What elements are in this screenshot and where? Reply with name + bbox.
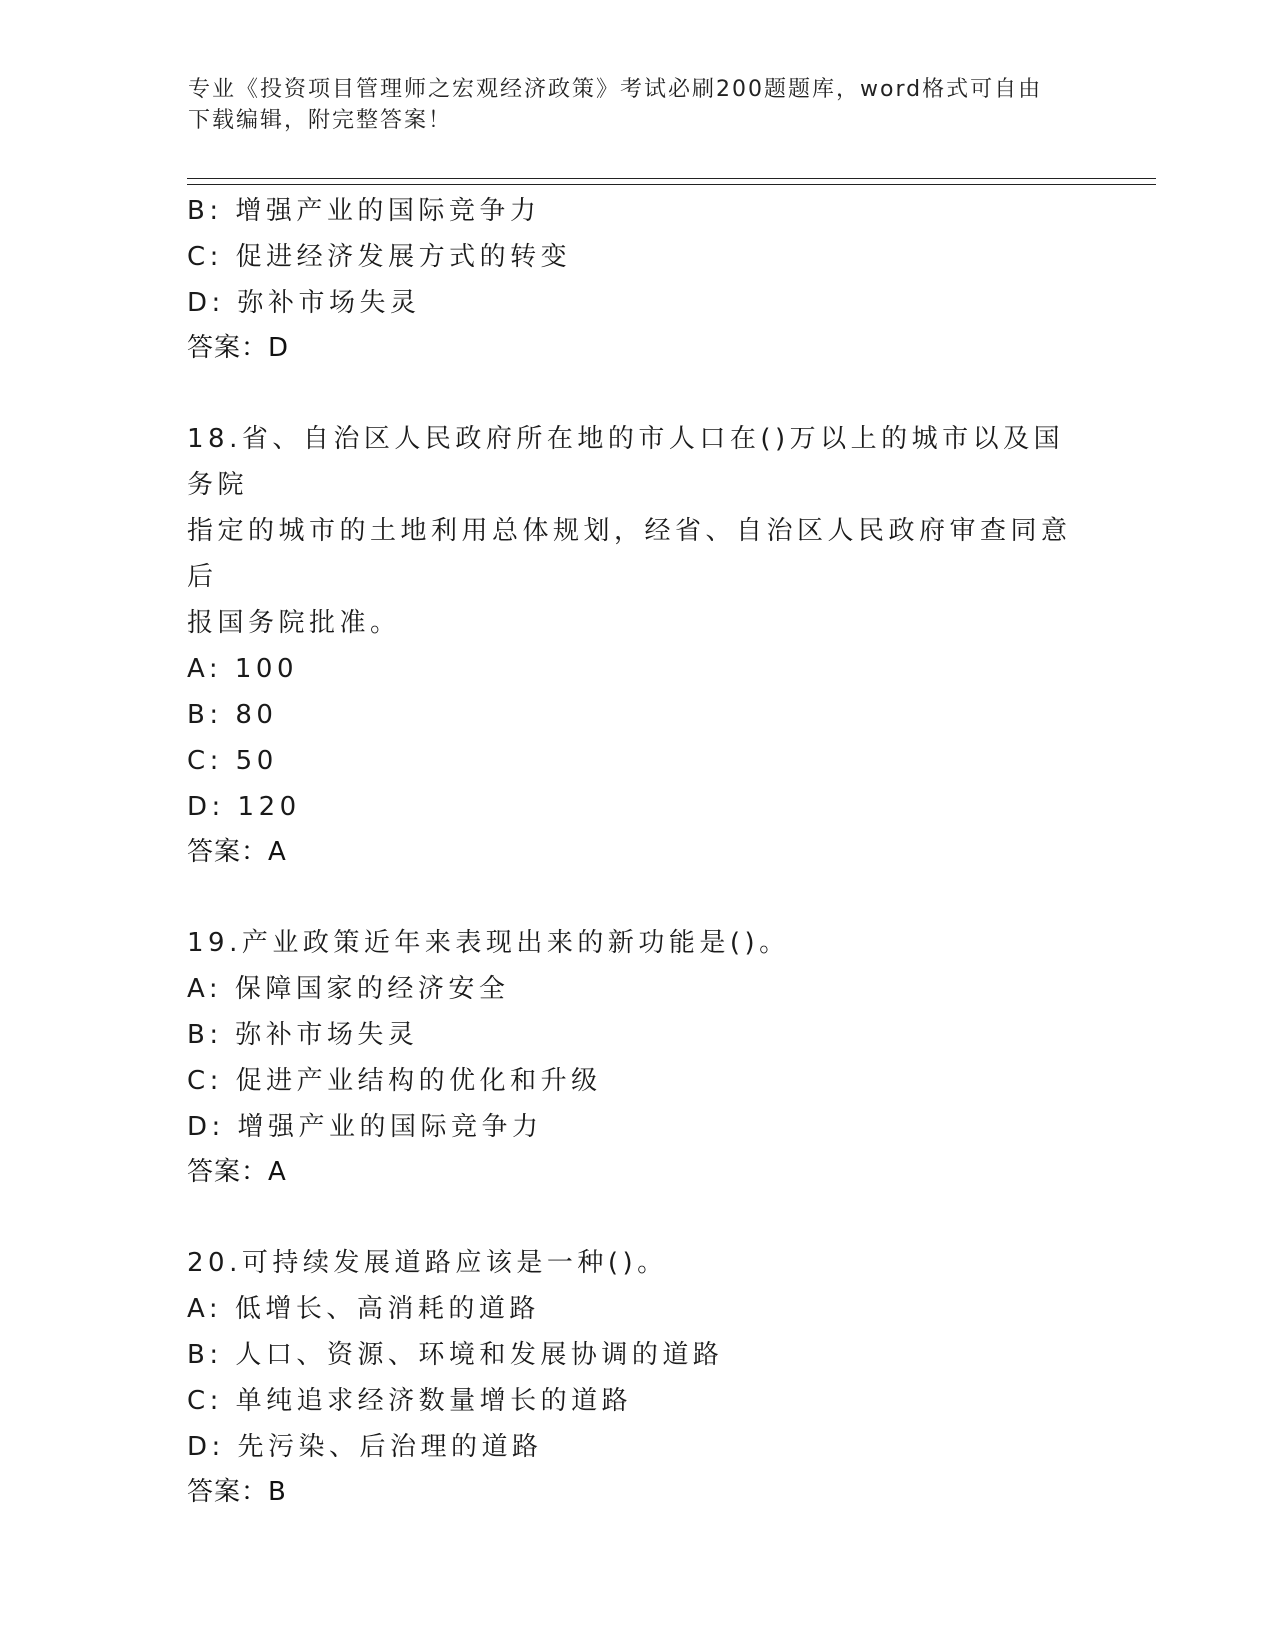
answer: 答案：A (187, 1157, 287, 1187)
option-b: B: 增强产业的国际竞争力 (187, 196, 541, 226)
question-stem (187, 920, 1087, 966)
question-stem (187, 416, 1087, 646)
option-d: D: 先污染、后治理的道路 (187, 1432, 543, 1462)
question-17-partial (187, 188, 1087, 370)
document-header (188, 74, 1088, 136)
option-a: A: 低增长、高消耗的道路 (187, 1294, 540, 1324)
answer: 答案：A (187, 837, 287, 867)
document-body (187, 188, 1087, 1514)
option-b: B: 人口、资源、环境和发展协调的道路 (187, 1340, 724, 1370)
question-stem-line: 报国务院批准。 (187, 608, 401, 638)
option-c: C: 单纯追求经济数量增长的道路 (187, 1386, 633, 1416)
header-divider (187, 178, 1156, 185)
option-c: C: 促进产业结构的优化和升级 (187, 1066, 602, 1096)
question-stem-line: 19.产业政策近年来表现出来的新功能是()。 (187, 928, 790, 958)
answer: 答案：D (187, 333, 290, 363)
question-20 (187, 1240, 1087, 1514)
question-18 (187, 416, 1087, 874)
question-19 (187, 920, 1087, 1194)
option-c: C: 促进经济发展方式的转变 (187, 242, 572, 272)
header-line-2: 下载编辑，附完整答案！ (188, 108, 453, 133)
option-a: A: 保障国家的经济安全 (187, 974, 510, 1004)
option-d: D: 120 (187, 792, 301, 822)
question-stem-line: 20.可持续发展道路应该是一种()。 (187, 1248, 668, 1278)
option-b: B: 弥补市场失灵 (187, 1020, 419, 1050)
option-a: A: 100 (187, 654, 298, 684)
option-b: B: 80 (187, 700, 278, 730)
option-c: C: 50 (187, 746, 278, 776)
question-stem (187, 1240, 1087, 1286)
option-d: D: 弥补市场失灵 (187, 288, 421, 318)
answer: 答案：B (187, 1477, 287, 1507)
option-d: D: 增强产业的国际竞争力 (187, 1112, 543, 1142)
header-line-1: 专业《投资项目管理师之宏观经济政策》考试必刷200题题库，word格式可自由 (188, 77, 1043, 102)
question-stem-line: 18.省、自治区人民政府所在地的市人口在()万以上的城市以及国务院 (187, 424, 1065, 500)
question-stem-line: 指定的城市的土地利用总体规划，经省、自治区人民政府审查同意后 (187, 516, 1072, 592)
